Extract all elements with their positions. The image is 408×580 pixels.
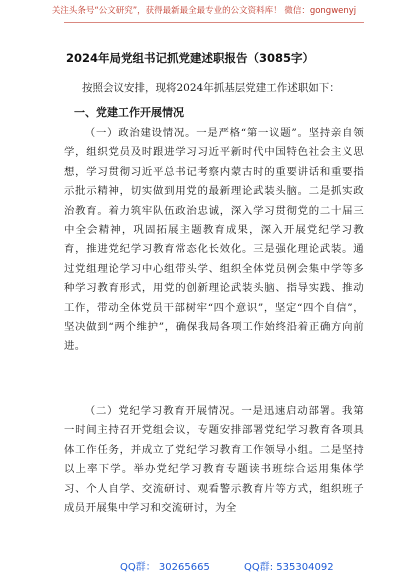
header-divider	[64, 22, 364, 23]
paragraph-political-construction	[64, 124, 364, 357]
document-title: 2024年局党组书记抓党建述职报告（3085字）	[66, 51, 315, 65]
intro-paragraph: 按照会议安排，现将2024年抓基层党建工作述职如下：	[82, 82, 340, 94]
paragraph-text: （一）政治建设情况。一是严格“第一议题”。坚持亲自领学，组织党员及时跟进学习习近平新时代中国特色社会主义思想，学习贯彻习近平总书记考察内蒙古时的重要讲话和重要指示批示精神，切实做到用党的最新理论武装头脑。二是抓实政治教育。着力筑牢队伍政治忠诚，深入学习贯彻党的二十届三中全会精神，巩固拓展主题教育成果，深入开展党纪学习教育，推进党纪学习教育常态化长效化。三是强化理论武装。通过党组理论学习中心组带头学、组织全体党员例会集中学等多种学习教育形式，用党的创新理论武装头脑、指导实践、推动工作，带动全体党员干部树牢“四个意识”，坚定“四个自信”，坚决做到“两个维护”，确保我局各项工作始终沿着正确方向前进。	[64, 127, 364, 353]
footer-qq-group-1: QQ群： 30265665	[120, 562, 210, 573]
footer-qq-group-2: QQ群: 535304092	[244, 562, 334, 573]
section-heading: 一、党建工作开展情况	[74, 106, 184, 119]
paragraph-discipline-education	[64, 402, 364, 518]
paragraph-text: （二）党纪学习教育开展情况。一是迅速启动部署。我第一时间主持召开党组会议，专题安排部署党纪学习教育各项具体工作任务，并成立了党纪学习教育工作领导小组。二是坚持以上率下学。举办党纪学习教育专题读书班综合运用集体学习、个人自学、交流研讨、观看警示教育片等方式，组织班子成员开展集中学习和交流研讨，为全	[64, 405, 364, 515]
footer	[0, 556, 408, 576]
header-banner: 关注头条号“公文研究”，获得最新最全最专业的公文资料库！ 微信：gongwenyj	[51, 6, 357, 16]
